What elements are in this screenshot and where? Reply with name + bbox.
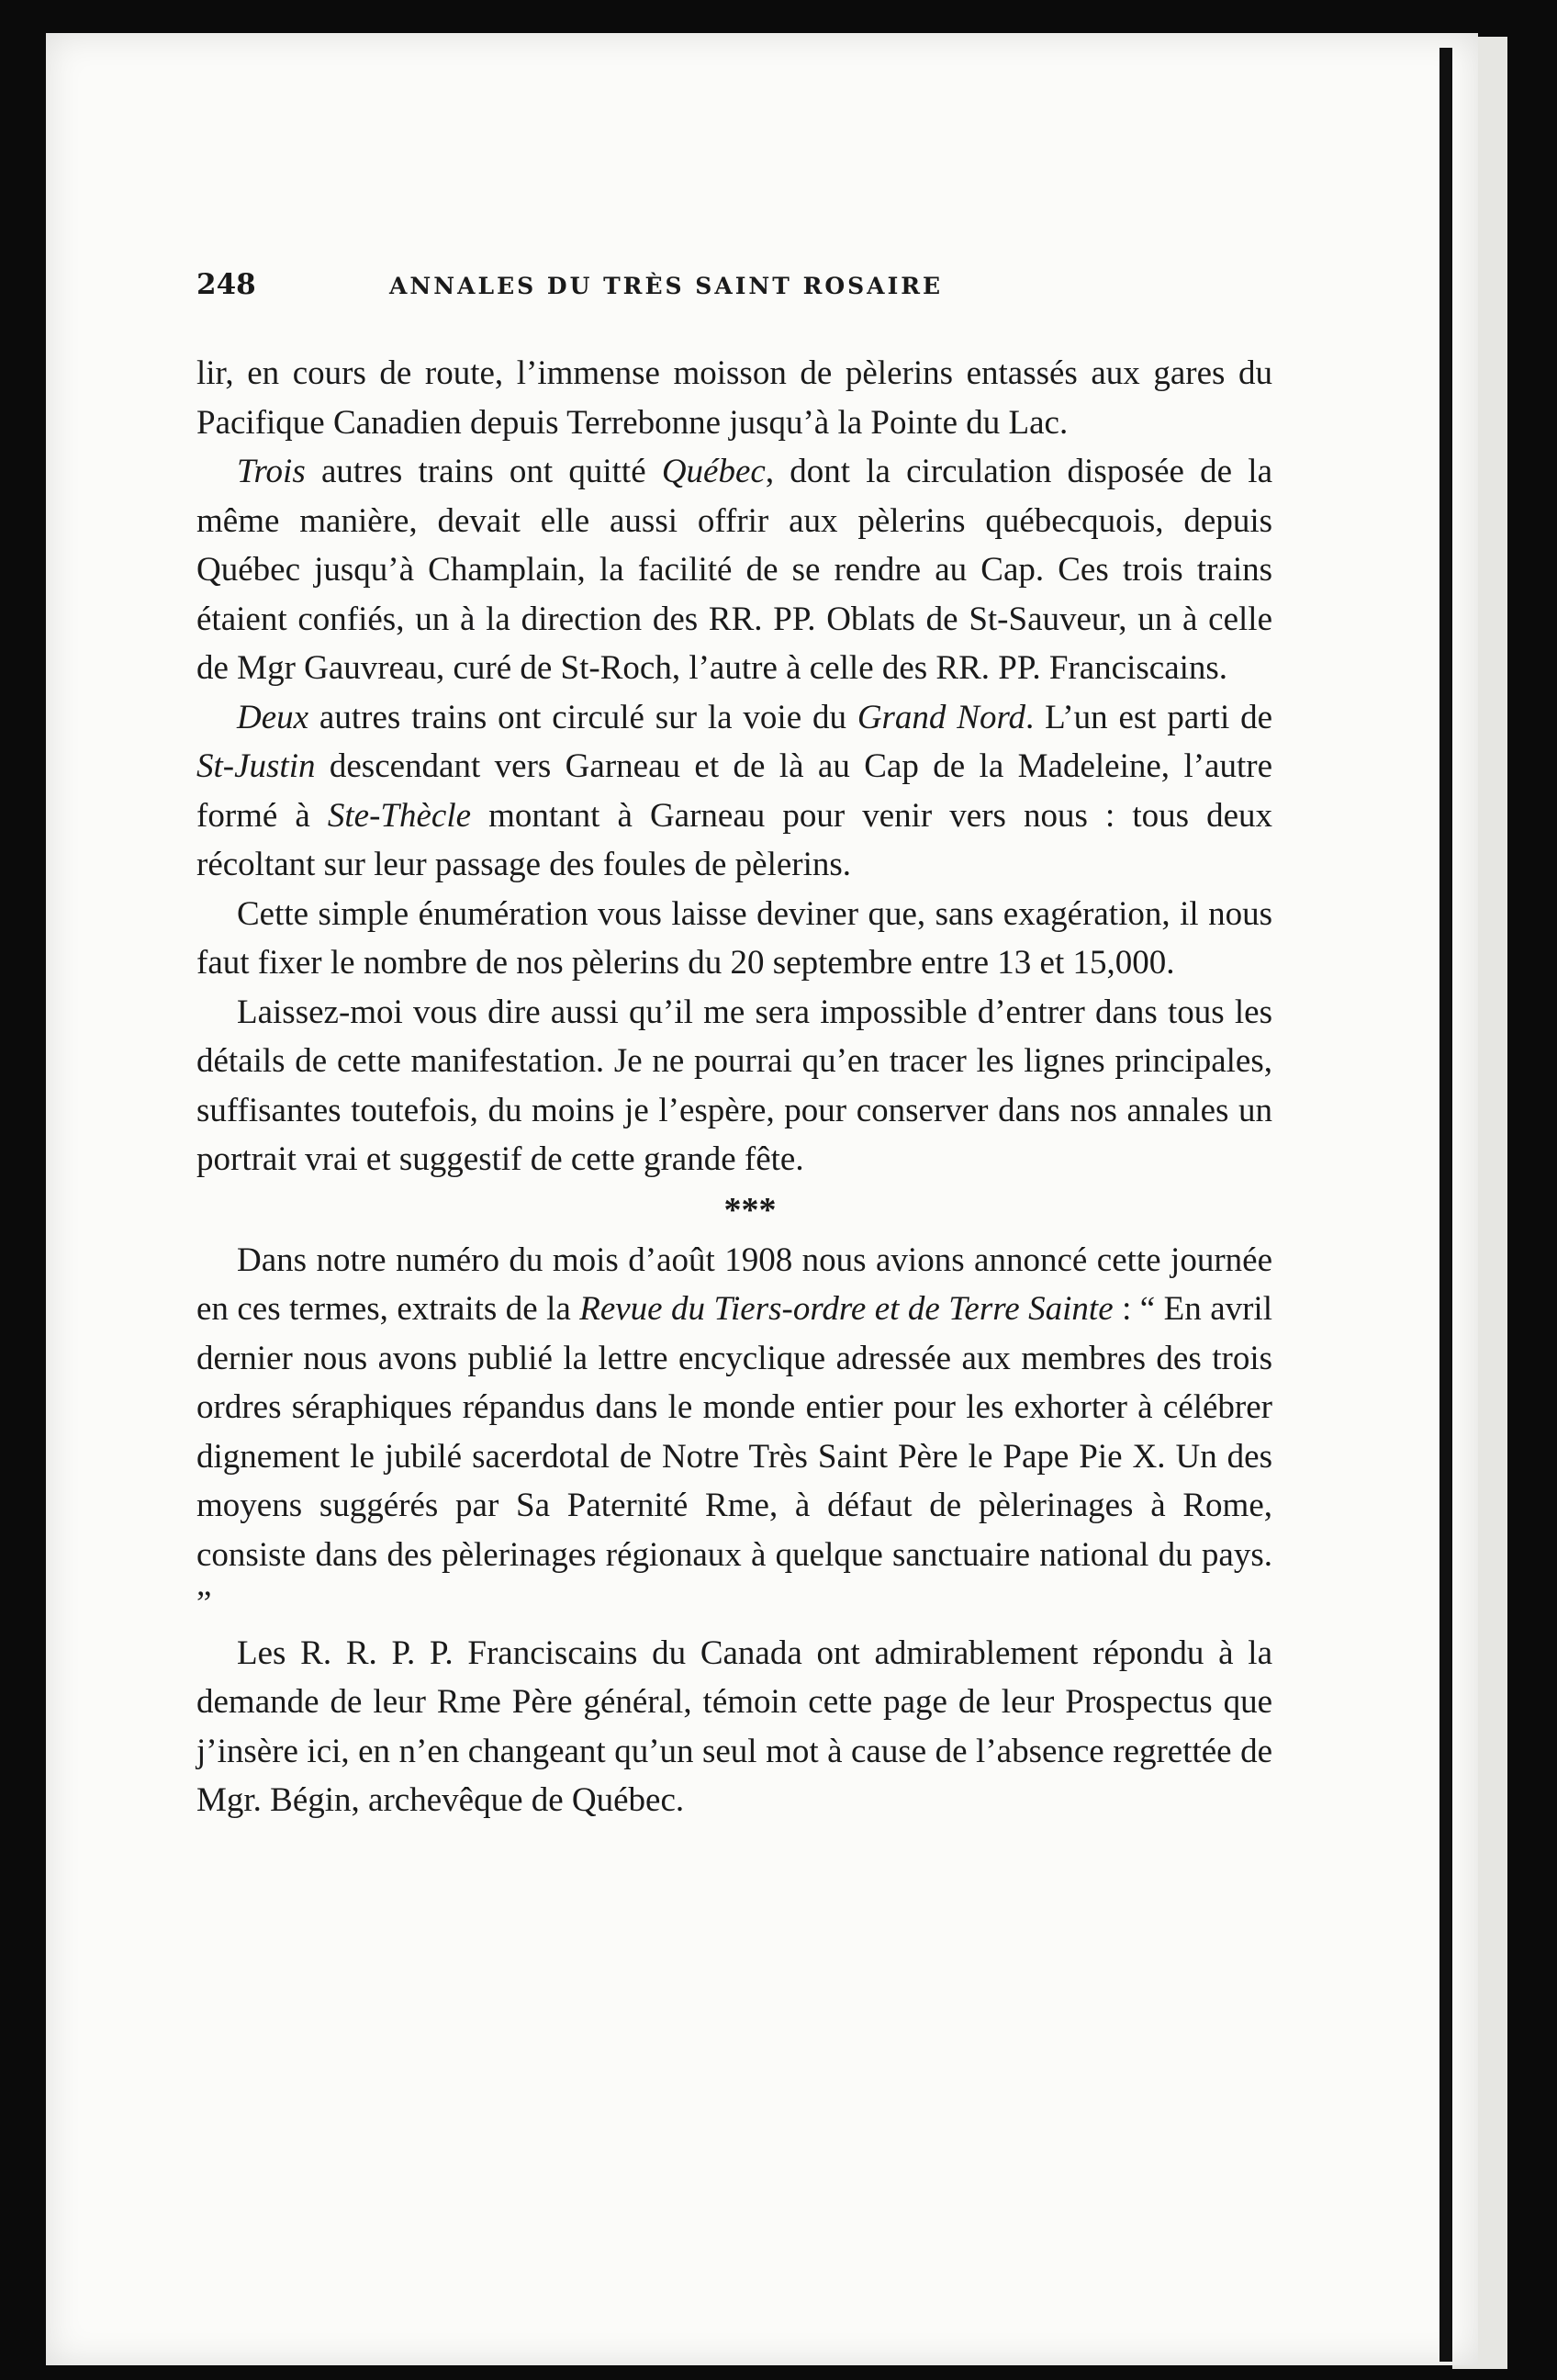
- text-run: autres trains ont quitté: [305, 453, 662, 490]
- running-title: ANNALES DU TRÈS SAINT ROSAIRE: [389, 273, 944, 299]
- section-separator: ***: [723, 1190, 777, 1229]
- text-run: , dont la circulation disposée de la même manière, devait elle aussi offrir aux pèlerins québecquois, depuis Québec jusqu’à Champlain, la facilité de se rendre au Cap. Ces trois trains étaient confiés, un à la direction des RR. PP. Oblats de St-Sauveur, un à celle de Mgr Gauvreau, curé de St-Roch, l’autre à celle des RR. PP. Franciscains.: [196, 453, 1272, 687]
- paragraph: [196, 447, 1272, 693]
- text-run: lir, en cours de route, l’immense moisson de pèlerins entassés aux gares du Pacifique Canadien depuis Terrebonne jusqu’à la Pointe du Lac.: [196, 354, 1272, 442]
- text-run: Dans notre numéro du mois d’août 1908 nous avions annoncé cette journée en ces termes, extraits de la: [196, 1241, 1272, 1328]
- paragraph: [196, 693, 1272, 890]
- paragraph: [196, 1236, 1272, 1629]
- paragraph: [196, 1629, 1272, 1825]
- text-run: autres trains ont circulé sur la voie du: [308, 698, 857, 736]
- italic-text: Grand Nord: [857, 698, 1025, 736]
- italic-text: Ste-Thècle: [327, 796, 472, 835]
- italic-text: Trois: [237, 453, 306, 490]
- text-run: . L’un est parti de: [1025, 698, 1272, 736]
- italic-text: Deux: [237, 698, 309, 736]
- paragraph: [196, 988, 1272, 1184]
- paragraph: [196, 349, 1272, 447]
- text-run: descendant vers Garneau et de là au Cap de la Madeleine, l’autre formé à: [196, 747, 1272, 835]
- italic-text: St-Justin: [196, 747, 316, 785]
- italic-text: Revue du Tiers-ordre et de Terre Sainte: [579, 1290, 1114, 1328]
- text-run: montant à Garneau pour venir vers nous : tous deux récoltant sur leur passage des foules de pèlerins.: [196, 796, 1272, 883]
- text-run: Les R. R. P. P. Franciscains du Canada ont admirablement répondu à la demande de leur Rme Père général, témoin cette page de leur Prospectus que j’insère ici, en n’en changeant qu’un seul mot à cause de l’absence regrettée de Mgr. Bégin, archevêque de Québec.: [196, 1633, 1272, 1819]
- body-text: [196, 349, 1272, 1825]
- text-run: : “ En avril dernier nous avons publié la lettre encyclique adressée aux membres des trois ordres séraphiques répandus dans le monde entier pour les exhorter à célébrer dignement le jubilé sacerdotal de Notre Très Saint Père le Pape Pie X. Un des moyens suggérés par Sa Paternité Rme, à défaut de pèlerinages à Rome, consiste dans des pèlerinages régionaux à quelque sanctuaire national du pays. ”: [196, 1290, 1272, 1622]
- italic-text: Québec: [661, 453, 766, 490]
- text-run: Cette simple énumération vous laisse deviner que, sans exagération, il nous faut fixer le nombre de nos pèlerins du 20 septembre entre 13 et 15,000.: [196, 894, 1272, 982]
- paragraph: [196, 890, 1272, 988]
- text-run: Laissez-moi vous dire aussi qu’il me sera impossible d’entrer dans tous les détails de cette manifestation. Je ne pourrai qu’en tracer les lignes principales, suffisantes toutefois, du moins je l’espère, pour conserver dans nos annales un portrait vrai et suggestif de cette grande fête.: [196, 993, 1272, 1178]
- page-content: [196, 268, 1272, 1825]
- running-header: [196, 268, 1272, 312]
- page-number: 248: [196, 268, 256, 301]
- page-gutter-shadow: [1439, 48, 1452, 2362]
